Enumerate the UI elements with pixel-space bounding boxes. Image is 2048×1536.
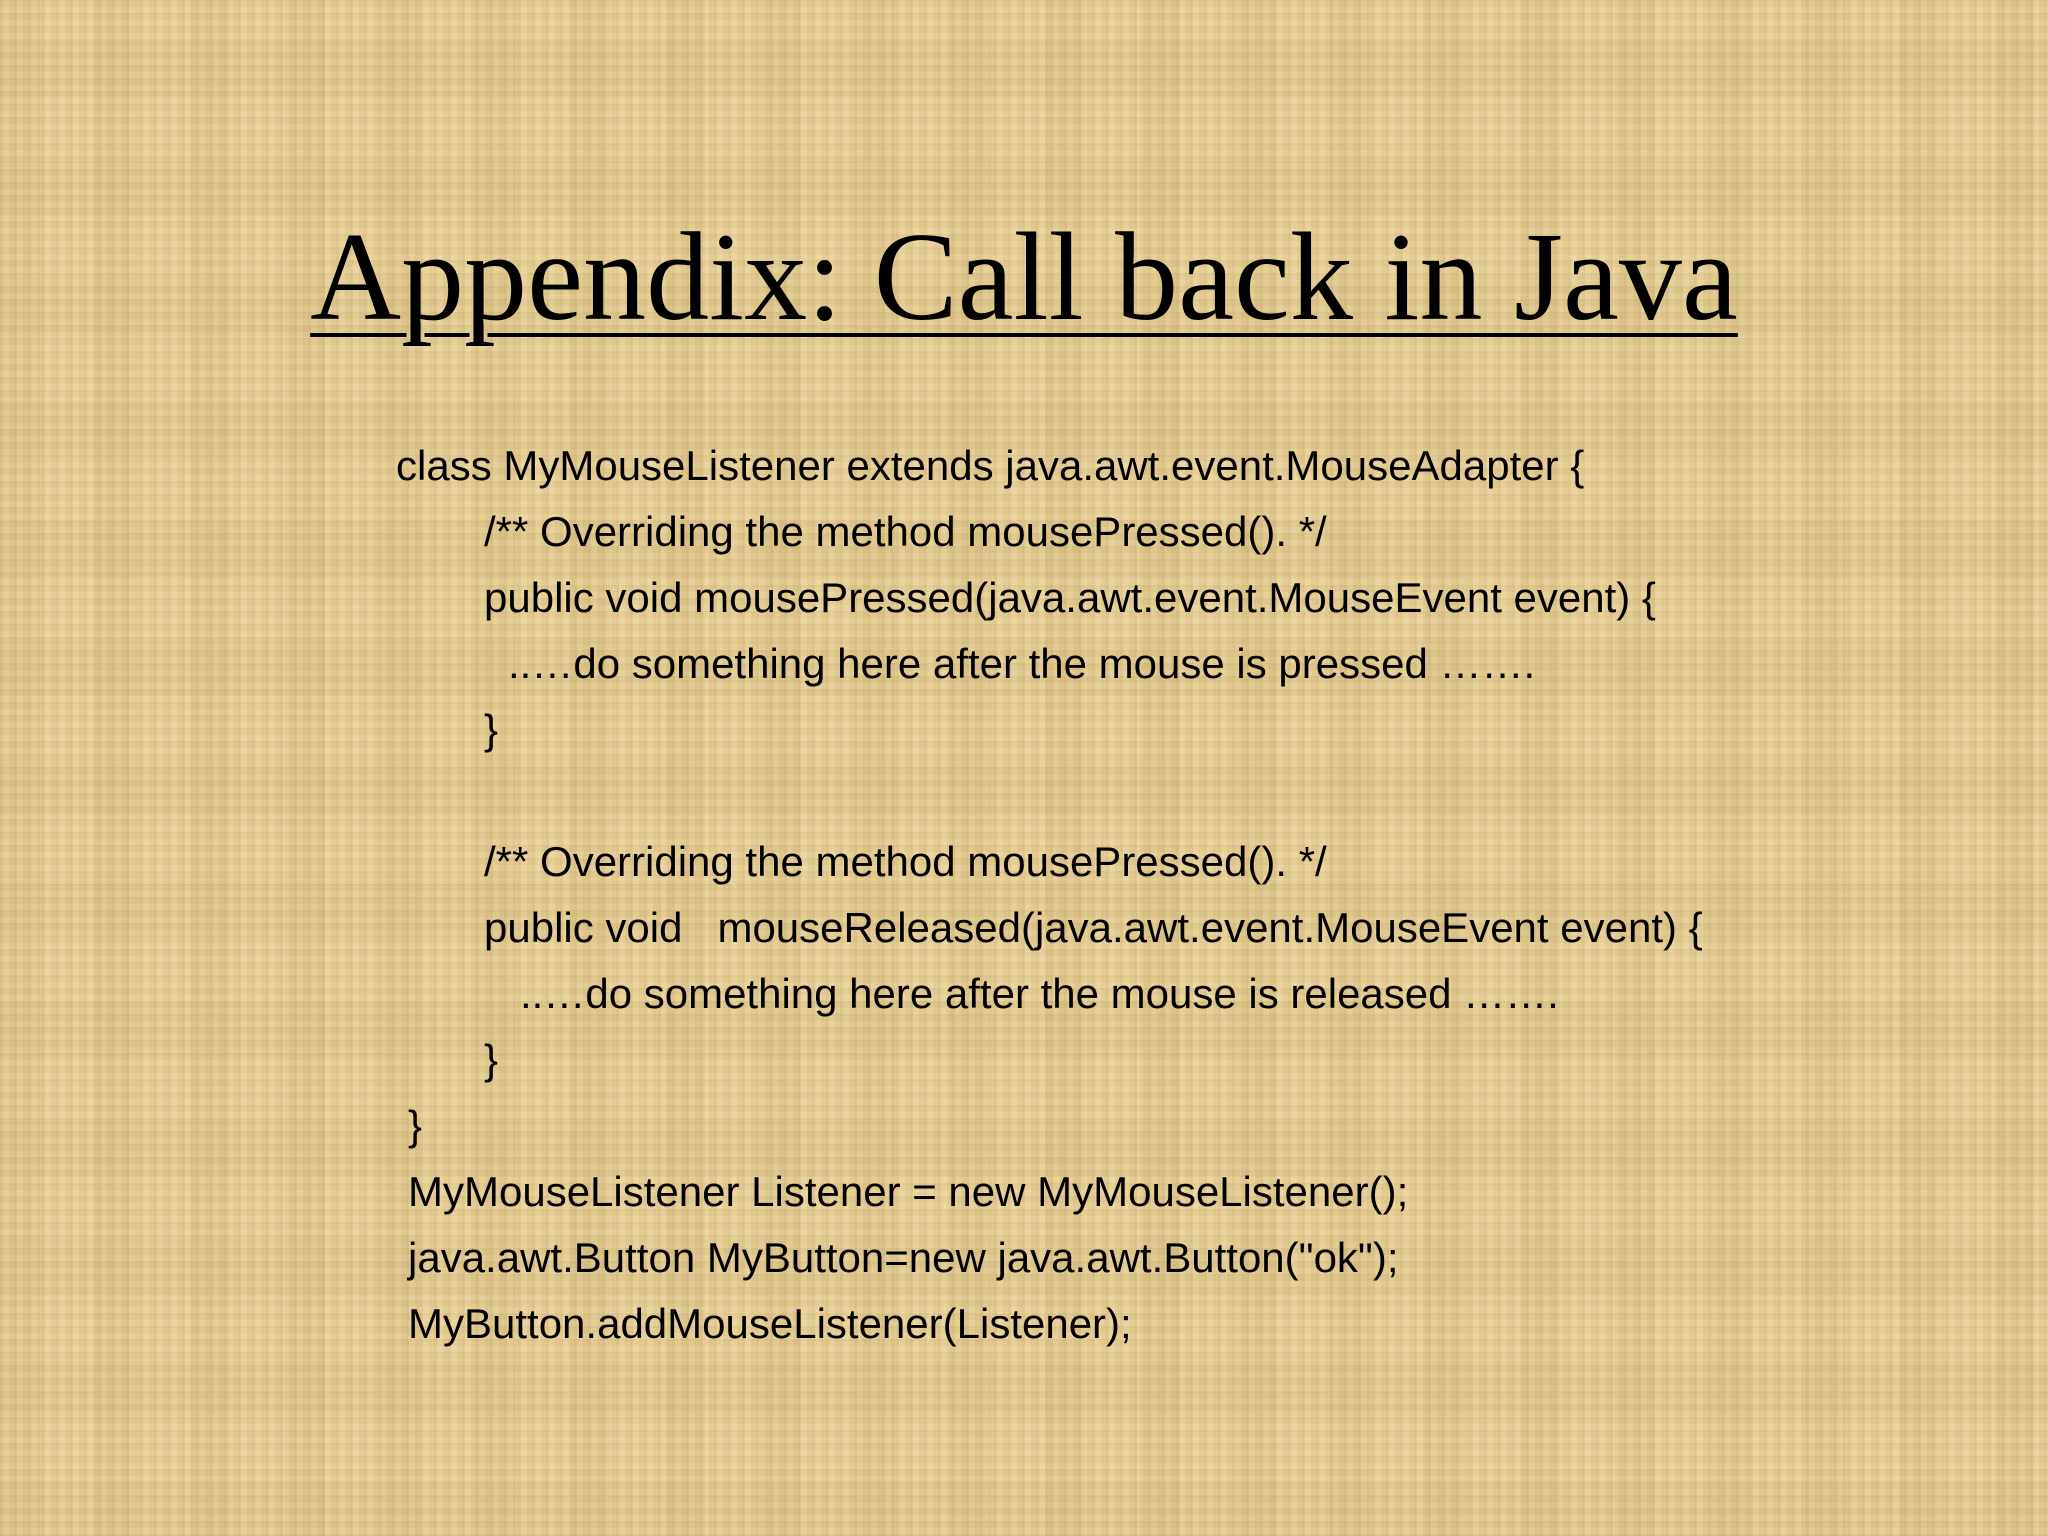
code-line: /** Overriding the method mousePressed(). */ bbox=[484, 838, 1327, 885]
code-line: java.awt.Button MyButton=new java.awt.Button("ok"); bbox=[408, 1234, 1399, 1281]
code-line: } bbox=[408, 1102, 423, 1149]
code-line: public void mousePressed(java.awt.event.MouseEvent event) { bbox=[484, 574, 1656, 621]
slide-title-text: Appendix: Call back in Java bbox=[310, 208, 1738, 347]
code-line: public void mouseReleased(java.awt.event.MouseEvent event) { bbox=[484, 904, 1703, 951]
code-line: class MyMouseListener extends java.awt.event.MouseAdapter { bbox=[396, 442, 1585, 489]
slide-title bbox=[0, 208, 2048, 348]
code-line: } bbox=[484, 706, 499, 753]
code-line: } bbox=[484, 1036, 499, 1083]
code-line: MyButton.addMouseListener(Listener); bbox=[408, 1300, 1132, 1347]
code-line: /** Overriding the method mousePressed(). */ bbox=[484, 508, 1327, 555]
code-line: MyMouseListener Listener = new MyMouseListener(); bbox=[408, 1168, 1409, 1215]
code-line: ..…do something here after the mouse is pressed ……. bbox=[508, 640, 1536, 687]
code-line: ..…do something here after the mouse is released ……. bbox=[520, 970, 1559, 1017]
